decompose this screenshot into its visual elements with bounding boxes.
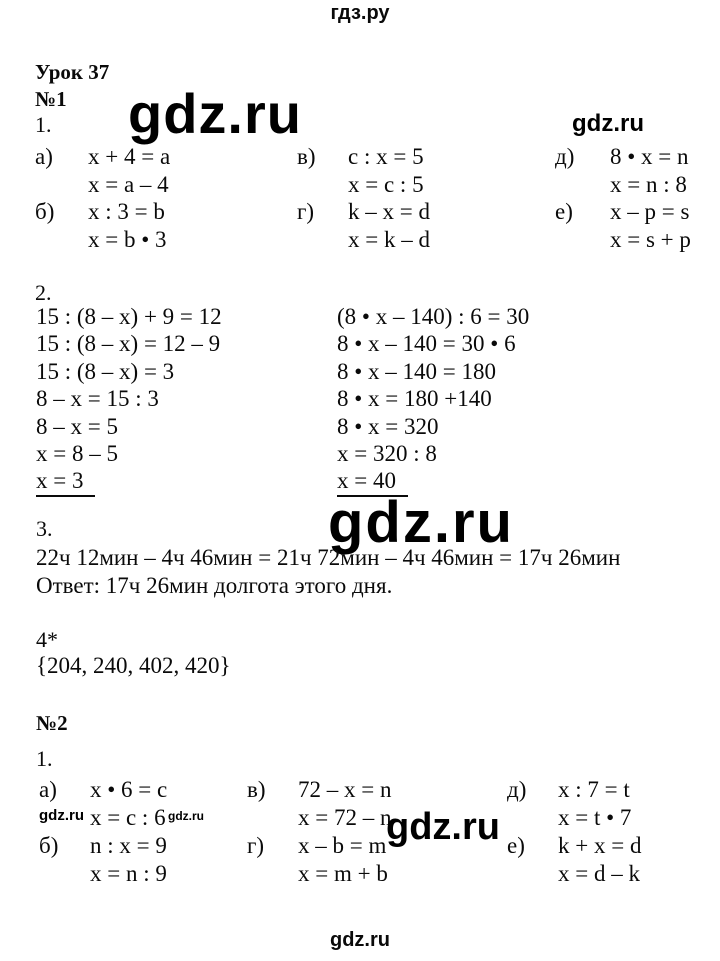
task1-p1-item-a	[35, 143, 170, 198]
watermark-small-3: gdz.ru	[168, 809, 204, 823]
equation-answer: x = 40	[337, 467, 408, 496]
task1-part3-calc: 22ч 12мин – 4ч 46мин = 21ч 72мин – 4ч 46мин = 17ч 26мин	[36, 545, 621, 570]
equation: 72 – x = n	[298, 777, 392, 802]
equation: 15 : (8 – x) = 3	[36, 358, 175, 384]
task2-part1-label: 1.	[36, 746, 53, 771]
equation: n : x = 9	[90, 833, 167, 858]
equation: x = n : 9	[90, 861, 167, 886]
task2-p1-item-e	[507, 832, 641, 888]
equation: 8 • x – 140 = 180	[337, 358, 497, 384]
item-label: д)	[555, 144, 575, 169]
item-label: а)	[35, 144, 53, 169]
task1-part3-answer: Ответ: 17ч 26мин долгота этого дня.	[36, 573, 393, 598]
equation: x = 320 : 8	[337, 441, 437, 467]
task1-part2-right-column	[337, 303, 529, 497]
lesson-title: Урок 37	[35, 60, 110, 84]
equation: x – p = s	[610, 199, 690, 224]
equation: 8 • x = n	[610, 144, 689, 169]
task2-p1-item-v	[247, 776, 391, 832]
equation: 8 – x = 15 : 3	[36, 386, 159, 412]
item-label: г)	[247, 833, 265, 858]
item-label: б)	[39, 833, 59, 858]
item-label: г)	[297, 199, 315, 224]
item-label: е)	[555, 199, 573, 224]
equation: x = 72 – n	[298, 805, 392, 830]
equation: x = t • 7	[558, 805, 632, 830]
equation: x = k – d	[348, 226, 430, 252]
task2-p1-item-g	[247, 832, 388, 888]
task1-p1-item-b	[35, 198, 167, 253]
task1-part2-label: 2.	[35, 280, 52, 305]
task1-part1-label: 1.	[35, 112, 52, 137]
watermark-small-1: gdz.ru	[572, 110, 644, 137]
equation: x = n : 8	[610, 171, 687, 197]
equation: 15 : (8 – x) = 12 – 9	[36, 331, 221, 357]
equation: 15 : (8 – x) + 9 = 12	[36, 304, 222, 329]
task1-p1-item-d	[555, 143, 689, 198]
site-header: гдз.ру	[330, 2, 390, 24]
equation: x : 3 = b	[88, 199, 165, 224]
equation: x + 4 = a	[88, 144, 171, 169]
item-label: б)	[35, 199, 55, 224]
equation: x – b = m	[298, 833, 387, 858]
equation: k – x = d	[348, 199, 430, 224]
equation: c : x = 5	[348, 144, 424, 169]
task1-part2-left-column	[36, 303, 222, 497]
item-label: в)	[297, 144, 316, 169]
item-label: е)	[507, 833, 525, 858]
equation: x = s + p	[610, 226, 691, 252]
equation: 8 • x – 140 = 30 • 6	[337, 331, 516, 357]
watermark-large-1: gdz.ru	[128, 82, 302, 145]
equation: x = c : 6	[90, 805, 166, 830]
equation: x = b • 3	[88, 226, 167, 252]
equation: (8 • x – 140) : 6 = 30	[337, 304, 530, 329]
task1-p1-item-g	[297, 198, 430, 253]
item-label: а)	[39, 777, 57, 802]
equation-answer: x = 3	[36, 467, 95, 496]
equation: k + x = d	[558, 833, 642, 858]
equation: x : 7 = t	[558, 777, 630, 802]
equation: x = a – 4	[88, 171, 169, 197]
task1-number: №1	[35, 87, 67, 111]
equation: x = 8 – 5	[36, 441, 118, 467]
task1-p1-item-e	[555, 198, 691, 253]
equation: x • 6 = c	[90, 777, 168, 802]
task2-p1-item-d	[507, 776, 631, 832]
equation: x = c : 5	[348, 171, 424, 197]
equation: 8 – x = 5	[36, 413, 118, 439]
task2-number: №2	[36, 711, 68, 735]
equation: 8 • x = 180 +140	[337, 386, 492, 412]
watermark-small-2: gdz.ru	[39, 807, 84, 824]
task1-part4-set: {204, 240, 402, 420}	[36, 653, 231, 678]
equation: 8 • x = 320	[337, 413, 439, 439]
site-footer: gdz.ru	[330, 929, 390, 951]
watermark-large-2: gdz.ru	[328, 490, 514, 555]
task2-p1-item-b	[39, 832, 167, 888]
item-label: в)	[247, 777, 266, 802]
item-label: д)	[507, 777, 527, 802]
task1-part4-label: 4*	[36, 627, 58, 652]
watermark-large-3: gdz.ru	[386, 806, 500, 848]
task1-p1-item-v	[297, 143, 424, 198]
task1-part3-label: 3.	[36, 516, 53, 541]
equation: x = d – k	[558, 861, 640, 886]
equation: x = m + b	[298, 861, 388, 886]
